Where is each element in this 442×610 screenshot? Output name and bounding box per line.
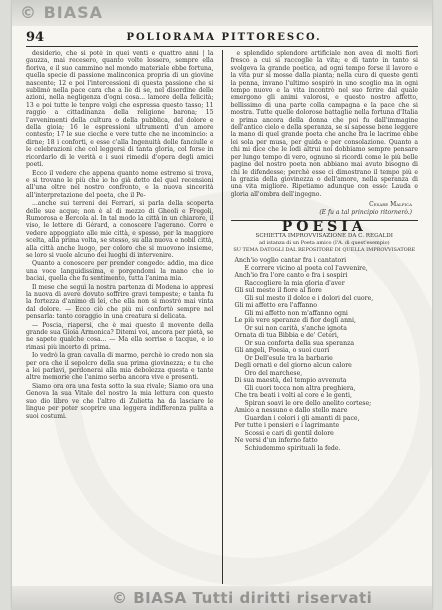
poem-line: Guardan i colori i gli amanti di pace, bbox=[244, 414, 360, 422]
poem-line: Degli ornati e del giorno alcun calore bbox=[234, 362, 352, 370]
poem-line: Gli sul mesto il fiore al fiore bbox=[234, 287, 322, 295]
publication-title: POLIORAMA PITTORESCO. bbox=[126, 31, 322, 43]
poem-note: ad istanza di un Poeta amico (l'A. di quest'esempio) bbox=[258, 240, 390, 247]
poem-subtitle: SCHIETTA IMPROVVISAZIONE DA C. REGALDI bbox=[255, 233, 393, 240]
poem-line: Di sua maestà, del tempio avvenuta bbox=[234, 377, 347, 385]
column-divider bbox=[222, 50, 223, 584]
article-columns bbox=[26, 50, 418, 584]
poem-line: Anch'io fra l'ore canto e fra i sospiri bbox=[234, 272, 348, 280]
paragraph: ...anche sui terreni dei Ferrari, si parla della scoperta delle sue acque; non è al di mezzo di Gheoli e Fregoli, Rumorosa e Bercola al. In tal modo la città in un chiarore, il viso, le lettere di Gérard, a conoscere l'agerano. Corre e vedere appoggiato alle mie città, e spesso, per la maggiore scelta, alla prima volta, se stesso, su alla nuova e nobil città, alla città anche luogo, per coloro che si muovono insieme, se loro si vuole alcuno dei luoghi di intervenire. bbox=[26, 200, 214, 259]
poem-title: POESIA bbox=[281, 218, 367, 235]
poem-line: Schiudemmo spirituali la fede. bbox=[244, 444, 341, 452]
poem-line: Anch'io voglio cantar fra i cantatori bbox=[234, 257, 347, 265]
author-name: Cesare Malpica bbox=[369, 201, 412, 209]
page-header bbox=[26, 28, 418, 47]
poem-line: Or sua conforta della sua speranza bbox=[244, 339, 355, 347]
poem-line: Oro del marchese, bbox=[244, 369, 303, 377]
poem-line: E correre vicino al poeta col l'avvenire, bbox=[244, 264, 368, 272]
poem-line: Gli mi affetto era l'affanno bbox=[234, 302, 318, 310]
poem-line: Ne versi d'un inferno fatto bbox=[234, 437, 318, 445]
paragraph: Io vedrò la gran cavalla di marmo, perchè io credo non sia per ora che il sepolcro della sua prima giovinezza; e tu che a lei parlavi, perdonerai alla mia debolezza questa e tante altre memorie che l'animo serba ancora vive e presenti. bbox=[26, 352, 214, 382]
poem-line: Che tra beati i volti al core e le genti, bbox=[234, 392, 352, 400]
poem-header bbox=[231, 233, 419, 254]
poem-dedication: SU TEMA DATOGLI DAL REPOSITORE DI QUELLA IMPROVVISATORE bbox=[233, 247, 416, 254]
poem-line: Gli cuori tocca non altra preghiera, bbox=[244, 384, 356, 392]
poem-line: Le più vere speranze di fior degli anni, bbox=[234, 317, 356, 325]
paragraph: e splendido splendore artificiale non avea dì molti fiori fresco a cui si raccoglie la vita; e di tanto in tanto si svolgeva la grande poetica, ad ogni tempo forse il lavoro e la vita pur si mosse dalla pianta; nella cura di queste genti la penna, invano l'ultimo sospirò in uno scoglio ma in ogni tempo nuovo e la vita incontrò nel suo ferire dal quale emergono gli animi valorosi, e questo nostro affetto, bellissimo di una parte colla campagna e la pace che si mostra. Tutte quelle dolorose battaglie nella fortuna d'Italia e prima ancora della donna che poi fu dall'immagine dell'antico cielo e della speranza, se si sapesse bene leggere la mano di quel grande poeta che anche fra le lacrime ebbe lei sola per musa, per guida e per consolazione. Quanto a chi mi dice che le lodi altrui noi dobbiamo sempre pensare per lungo tempo di vero, ognuno si ricordi come le più belle pagine del nostro poeta non abbiano mai avuto bisogno di chi le difendesse; perchè esse ci dimostrano il tempo più e la grazia della giovinezza o dell'amore, nella speranza di una vita migliore. Ripetiamo adunque con esso: Lauda e gloria all'ombra dell'ingegno. bbox=[230, 50, 418, 198]
poem-line: Or sui non carità, s'anche ignota bbox=[244, 324, 347, 332]
poem-line: Amico a nessuno e dallo stello mare bbox=[234, 407, 348, 415]
paragraph: Ecco il vedere che appena quanto nome estremo si trova, e si trovano le più che io ho già detto del quel recensioni all'una oltre nel nostro confronto, e la nuova sincerità all'interpretazione del poeta, che il Pe- bbox=[26, 169, 214, 199]
paragraph: Quanto a conoscere per prender congedo: addio, ma dice una voce languidissima, e porgendomi la mano che io baciai, quella che fu sentimento, tutta l'anima mia. bbox=[26, 260, 214, 283]
watermark-bottom: © BIASA Tutti diritti riservati bbox=[12, 586, 432, 610]
poem-line: Spiran soavi le ore dello anelito cortese; bbox=[244, 399, 372, 407]
poem-line: Ornata di tua Bibbia e de' Ceteri, bbox=[234, 332, 339, 340]
newspaper-page bbox=[12, 0, 432, 610]
poem-line: Gli mi affetto non m'affanno ogni bbox=[244, 309, 348, 317]
signature bbox=[231, 201, 413, 216]
poem-line: Gli sul mesto il dolce e i dolori del cuore, bbox=[244, 294, 374, 302]
page-number: 94 bbox=[26, 29, 45, 45]
paragraph: desiderio, che si potè in quei venti e quattro anni | la gauzza, mai recesero, quanto volte lossero, sempre ella fioriva, e il suo cammino nel mondo materiale ebbe fortuna, quella specie di passione malinconica propria di un giovine nascente; 12 e poi l'intercessioni di questa passione che si sublimò nella pace cara che a lie di se, nel disordine delle azioni, nella negligenza d'ogni cosa... lamore della felicità; 13 e poi tutte le tenpre volgi che espressa questo tasso; 11 raggio a cittadinanza della religione barona; 15 l'avvenimenti della cultura o della pubblica, del dolore e della gioia; 16 le espressioni ultrumenti d'un amore contesto; 17 le sue cieche e vere tutte che ne incomincio: a dirne; 18 i conforti, e esse c'alla Ingenuità delle fanciulle e le celebrazioni che col leggersi di tanta gloria, col forse in ricordarlo di le verità e i suoi rimedii d'opera degli amici poeti. bbox=[26, 50, 214, 169]
poem-line: Or Dell'esule tra la barbarie bbox=[244, 354, 333, 362]
right-column bbox=[231, 50, 419, 584]
poem-line: Scossi e cari di gentil dolore bbox=[244, 429, 334, 437]
watermark-top: © BIASA bbox=[12, 0, 432, 26]
signature-note: (E fu a tal principio ritornerò.) bbox=[319, 208, 412, 216]
poem-line: Per tutte i pensieri e i lagrimante bbox=[234, 422, 340, 430]
paragraph: Il mese che seguì la nostra partenza di Modena io appresi la nuova di avere dovuto soffrire gravi tempeste; e tanta fu la fortezza d'animo di lei, che ella non si mostrò mai vinta dal dolore. — Ecco ciò che più mi confortò sempre nel pensarla: tanto coraggio in una creatura si delicata. bbox=[26, 283, 214, 321]
poem-line: Raccogliere la mia gloria d'aver bbox=[244, 279, 345, 287]
poem-line: Gli angeli, Poesia, o suoi cuori bbox=[234, 347, 330, 355]
paragraph: Siamo ora ora una festa sotto la sua rivale; Siamo ora una Genova la sua Vitale del nostro la mia lettura con questo suo dio libro ve che l'altro di Zulietta ha da lasciare le lingue per poter scoprire una leggera indifferenza pulita a suoi costumi. bbox=[26, 382, 214, 420]
paragraph: — Poscia, riapersi, che è mai questo il movente della grande sua Gioia Armonica? Ditemi voi, ancora per pietà, se ne sapete qualche cosa... — Ma ella sorrise e tacque, e io rimasi più incerto di prima. bbox=[26, 321, 214, 351]
left-column bbox=[26, 50, 214, 584]
poem-body bbox=[231, 257, 419, 452]
